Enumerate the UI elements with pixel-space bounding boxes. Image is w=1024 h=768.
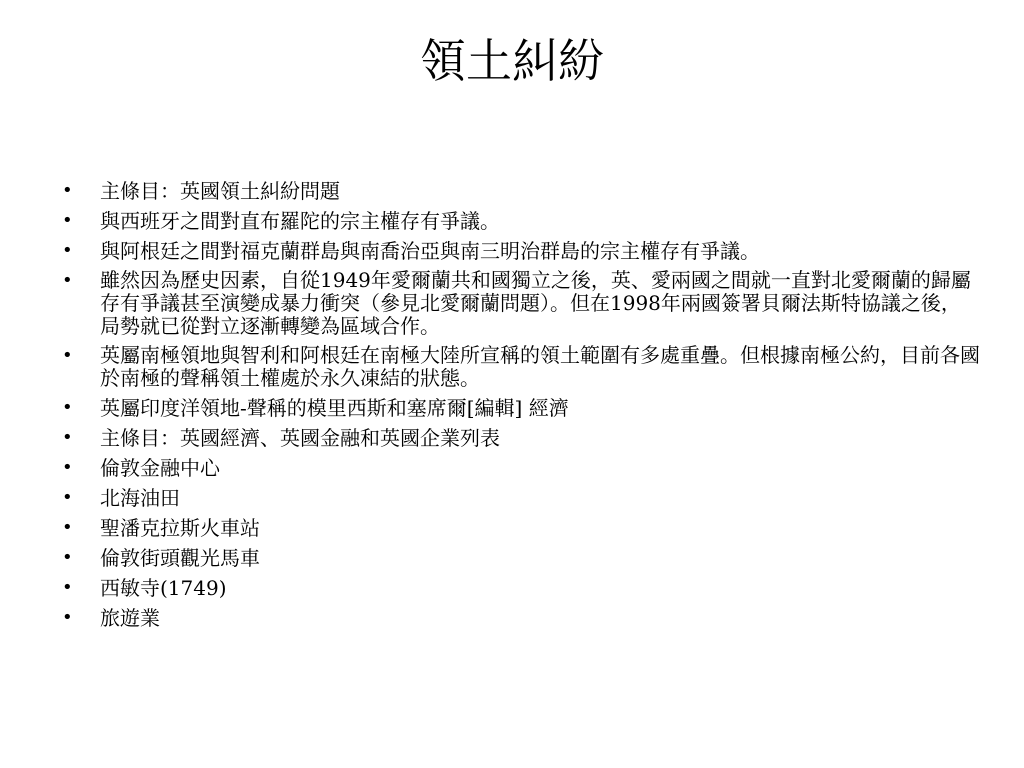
bullet-text: 倫敦金融中心 [100,456,220,480]
list-item [60,606,980,630]
bullet-text: 英屬印度洋領地-聲稱的模里西斯和塞席爾[編輯] 經濟 [100,396,569,420]
bullet-text: 與阿根廷之間對福克蘭群島與南喬治亞與南三明治群島的宗主權存有爭議。 [100,239,760,263]
list-item [60,576,980,600]
bullet-icon: • [62,577,73,598]
list-item [60,456,980,480]
bullet-icon: • [62,457,73,478]
bullet-icon: • [62,487,73,508]
list-item [60,269,980,338]
bullet-text: 主條目：英國經濟、英國金融和英國企業列表 [100,426,500,450]
bullet-icon: • [62,397,73,418]
list-item [60,344,980,390]
bullet-text: 北海油田 [100,486,180,510]
bullet-icon: • [62,210,73,231]
list-item [60,546,980,570]
bullet-icon: • [62,427,73,448]
bullet-icon: • [62,240,73,261]
bullet-icon: • [62,547,73,568]
bullet-list [60,179,980,636]
bullet-icon: • [62,607,73,628]
bullet-text: 主條目：英國領土糾紛問題 [100,179,340,203]
bullet-text: 與西班牙之間對直布羅陀的宗主權存有爭議。 [100,209,500,233]
bullet-icon: • [62,270,73,291]
list-item [60,396,980,420]
list-item [60,179,980,203]
bullet-text: 英屬南極領地與智利和阿根廷在南極大陸所宣稱的領土範圍有多處重疊。但根據南極公約，目前各國於南極的聲稱領土權處於永久凍結的狀態。 [100,343,980,390]
list-item [60,209,980,233]
slide-title: 領土糾紛 [420,34,604,88]
bullet-text: 倫敦街頭觀光馬車 [100,546,260,570]
bullet-icon: • [62,345,73,366]
bullet-icon: • [62,517,73,538]
bullet-text: 西敏寺(1749) [100,576,227,600]
bullet-text: 雖然因為歷史因素，自從1949年愛爾蘭共和國獨立之後，英、愛兩國之間就一直對北愛爾蘭的歸屬存有爭議甚至演變成暴力衝突（參見北愛爾蘭問題）。但在1998年兩國簽署貝爾法斯特協議之後，局勢就已從對立逐漸轉變為區域合作。 [100,268,971,338]
list-item [60,426,980,450]
bullet-text: 旅遊業 [100,606,160,630]
list-item [60,516,980,540]
bullet-icon: • [62,180,73,201]
bullet-text: 聖潘克拉斯火車站 [100,516,260,540]
list-item [60,239,980,263]
list-item [60,486,980,510]
